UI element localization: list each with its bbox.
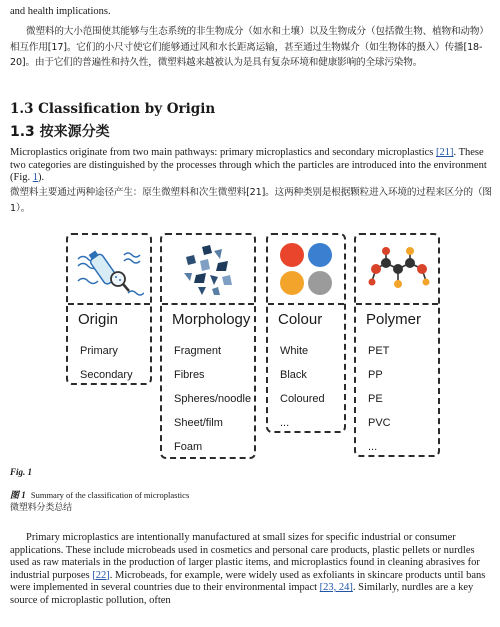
reference-link[interactable]: [23, 24] xyxy=(319,582,353,593)
colour-item-white: White xyxy=(280,345,309,357)
polymer-item-pp: PP xyxy=(368,369,383,381)
paragraph-text: ). xyxy=(38,172,45,183)
paragraph-text: . Similarly, nurdles are a key source of microplastic pollution, often xyxy=(10,582,474,606)
figure-1 xyxy=(10,228,492,464)
colour-dot-red xyxy=(280,243,304,267)
paragraph-text: Primary microplastics are intentionally manufactured at small sizes for specific industrial or consumer applications. These include microbeads used in cosmetics and personal care products, plastic pellets or nurdles used as raw materials in the production of larger plastic items, and microplastics found in cleaning abrasives for industrial purposes xyxy=(10,532,480,581)
colour-item-coloured: Coloured xyxy=(280,393,325,405)
caption-en: Summary of the classification of microplastics xyxy=(30,490,190,500)
morphology-divider xyxy=(162,303,254,305)
polymer-item-pvc: PVC xyxy=(368,417,391,429)
paragraph-text: Microplastics originate from two main pathways: primary microplastics and secondary microplastics xyxy=(10,147,437,158)
origin-item-primary: Primary xyxy=(80,345,118,357)
figure-link[interactable]: 1 xyxy=(32,172,39,183)
polymer-item-more: ... xyxy=(368,441,378,453)
fragments-icon xyxy=(178,243,240,299)
polymer-item-pet: PET xyxy=(368,345,390,357)
morphology-title: Morphology xyxy=(172,311,251,328)
origin-title: Origin xyxy=(78,311,119,328)
reference-link[interactable]: [22] xyxy=(92,569,110,581)
chinese-paragraph-2: 微塑料主要通过两种途径产生：原生微塑料和次生微塑料[21]。这两种类别是根据颗粒进入环境的过程来区分的（图 1）。 xyxy=(10,187,492,214)
colour-divider xyxy=(268,303,344,305)
reference-link[interactable]: [21] xyxy=(436,147,454,158)
polymer-item-pe: PE xyxy=(368,393,383,405)
colour-card xyxy=(266,233,346,433)
polymer-divider xyxy=(356,303,438,305)
colour-dots-icon xyxy=(278,241,334,297)
section-heading-zh: 1.3 按来源分类 xyxy=(10,124,110,140)
top-fragment-text: and health implications. xyxy=(10,6,111,17)
polymer-card xyxy=(354,233,440,457)
morphology-item-fibres: Fibres xyxy=(174,369,205,381)
figure-label-zh: 图 1 xyxy=(10,490,26,500)
origin-item-secondary: Secondary xyxy=(80,369,133,381)
figure-caption xyxy=(10,483,189,502)
colour-item-black: Black xyxy=(280,369,307,381)
molecule-icon xyxy=(366,243,432,297)
english-paragraph-1 xyxy=(10,147,492,185)
morphology-item-foam: Foam xyxy=(174,441,203,453)
morphology-item-spheres: Spheres/noodle xyxy=(174,393,252,405)
plastic-bottle-magnifier-icon xyxy=(76,241,144,301)
section-heading-en: 1.3 Classification by Origin xyxy=(10,101,216,117)
origin-card xyxy=(66,233,152,385)
origin-divider xyxy=(68,303,150,305)
figure-label: Fig. 1 xyxy=(10,467,33,477)
colour-item-more: ... xyxy=(280,417,290,429)
chinese-paragraph-1: 微塑料的大小范围使其能够与生态系统的非生物成分（如水和土壤）以及生物成分（包括微生物、植物和动物）相互作用[17]。它们的小尺寸使它们能够通过风和水长距离运输，甚至通过生物媒介（如生物体的摄入）传播[18-20]。由于它们的普遍性和持久性，微塑料越来越被认为是具有复杂环境和健康影响的全球污染物。 xyxy=(10,26,489,68)
caption-zh: 微塑料分类总结 xyxy=(10,503,72,513)
colour-dot-orange xyxy=(280,271,304,295)
paragraph-text: . Microbeads, for example, were widely used as exfoliants in skincare products until bans were implemented in several countries due to their environmental impact xyxy=(10,569,486,593)
morphology-card xyxy=(160,233,256,459)
morphology-item-fragment: Fragment xyxy=(174,345,222,357)
polymer-title: Polymer xyxy=(366,311,422,328)
colour-title: Colour xyxy=(278,311,323,328)
paragraph-text: . These two categories are distinguished by the processes through which the particles are introduced into the environment (Fig. xyxy=(10,147,487,183)
english-paragraph-2 xyxy=(10,532,492,607)
colour-dot-grey xyxy=(308,271,332,295)
morphology-item-sheet: Sheet/film xyxy=(174,417,223,429)
colour-dot-blue xyxy=(308,243,332,267)
